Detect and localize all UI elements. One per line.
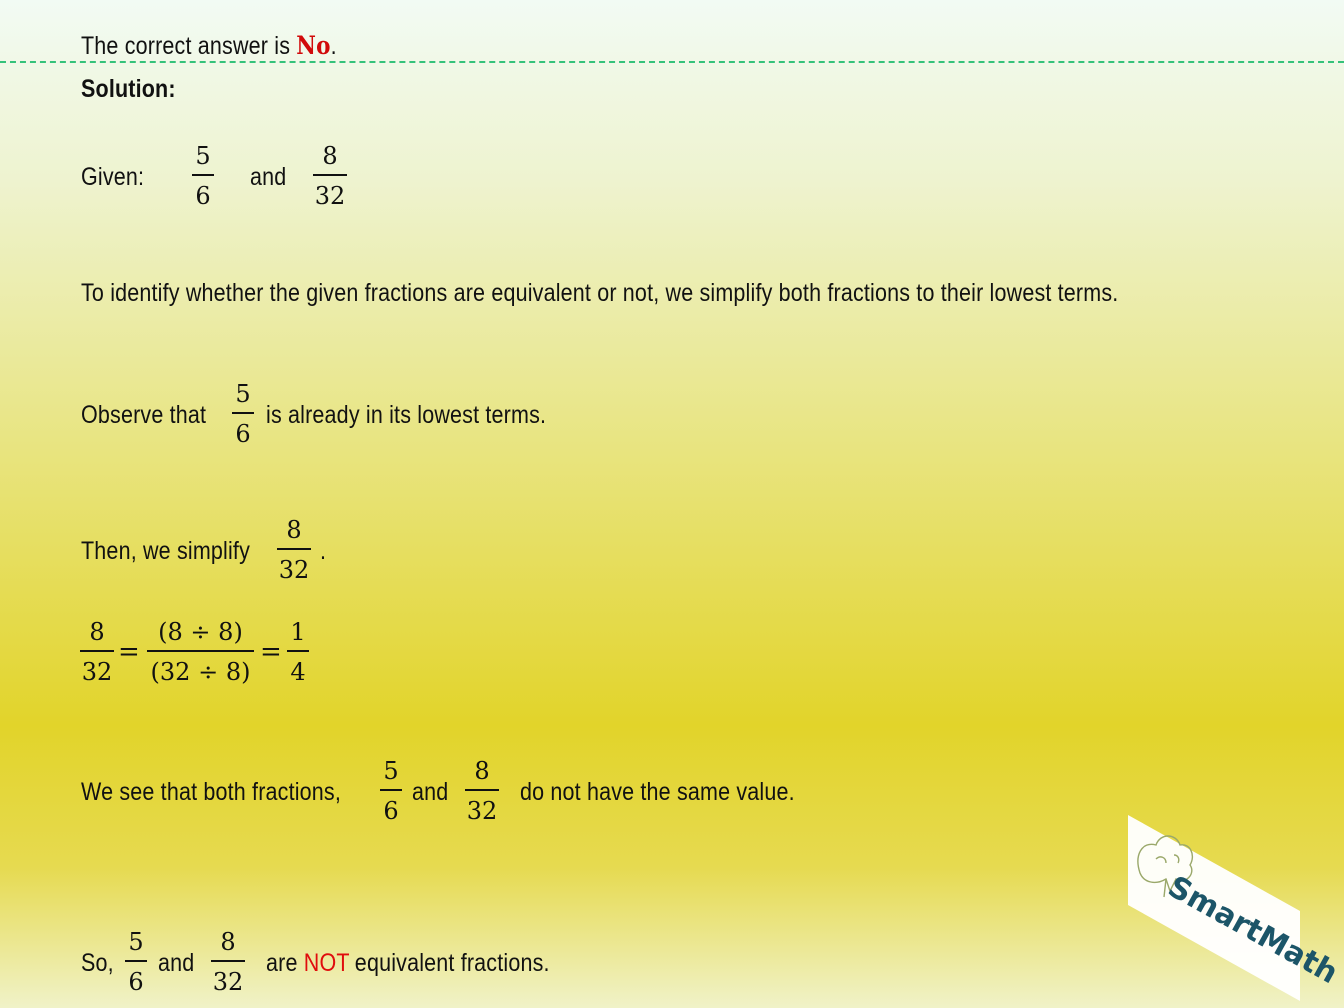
see-prefix: We see that both fractions, [81, 778, 342, 806]
answer-line [81, 33, 337, 59]
identify-text: To identify whether the given fractions are equivalent or not, we simplify both fractions to their lowest terms. [81, 279, 1119, 307]
fraction-denominator: 32 [466, 797, 498, 825]
fraction-numerator: 8 [474, 757, 490, 785]
fraction-denominator: 4 [290, 658, 306, 686]
divider [0, 61, 1344, 63]
fraction-numerator: 5 [128, 928, 144, 956]
answer-prefix: The correct answer is [81, 32, 297, 60]
equation-lhs-fraction [80, 620, 114, 684]
fraction-numerator: 8 [286, 516, 302, 544]
equation-rhs-fraction [287, 620, 309, 684]
fraction-denominator: 32 [314, 182, 346, 210]
see-fraction-1 [380, 759, 402, 823]
conclusion-fraction-2 [211, 930, 245, 994]
answer-value: No [296, 31, 331, 60]
equation-middle-fraction [147, 620, 254, 684]
fraction-denominator: 32 [278, 556, 310, 584]
fraction-numerator: 8 [89, 618, 105, 646]
given-fraction-2 [313, 144, 347, 208]
see-connector: and [412, 778, 449, 806]
equals-sign-2: = [260, 637, 282, 667]
see-suffix: do not have the same value. [520, 778, 795, 806]
fraction-denominator: 6 [128, 968, 144, 996]
conclusion-connector: and [158, 949, 195, 977]
fraction-denominator: 6 [195, 182, 211, 210]
see-fraction-2 [465, 759, 499, 823]
then-prefix: Then, we simplify [81, 537, 251, 565]
then-suffix: . [320, 537, 327, 565]
conclusion-not: NOT [303, 949, 350, 977]
given-label: Given: [81, 163, 145, 191]
fraction-numerator: 5 [383, 757, 399, 785]
fraction-numerator: (8 ÷ 8) [158, 618, 243, 646]
given-fraction-1 [192, 144, 214, 208]
conclusion-suffix: equivalent fractions. [354, 949, 550, 977]
conclusion-fraction-1 [125, 930, 147, 994]
given-connector: and [250, 163, 287, 191]
observe-fraction [232, 382, 254, 446]
conclusion-prefix: So, [81, 949, 114, 977]
answer-suffix: . [330, 32, 337, 60]
solution-label: Solution: [81, 75, 176, 103]
fraction-denominator: 6 [383, 797, 399, 825]
fraction-numerator: 5 [235, 380, 251, 408]
then-fraction [277, 518, 311, 582]
fraction-denominator: 6 [235, 420, 251, 448]
observe-prefix: Observe that [81, 401, 207, 429]
fraction-denominator: (32 ÷ 8) [150, 658, 251, 686]
fraction-denominator: 32 [81, 658, 113, 686]
fraction-numerator: 5 [195, 142, 211, 170]
fraction-numerator: 8 [322, 142, 338, 170]
smartmath-logo [1126, 815, 1344, 1001]
conclusion-text [266, 951, 550, 976]
fraction-numerator: 8 [220, 928, 236, 956]
logo-text: SmartMath [1162, 869, 1344, 992]
fraction-denominator: 32 [212, 968, 244, 996]
equals-sign-1: = [118, 637, 140, 667]
observe-suffix: is already in its lowest terms. [266, 401, 547, 429]
conclusion-are: are [266, 949, 298, 977]
fraction-numerator: 1 [290, 618, 306, 646]
